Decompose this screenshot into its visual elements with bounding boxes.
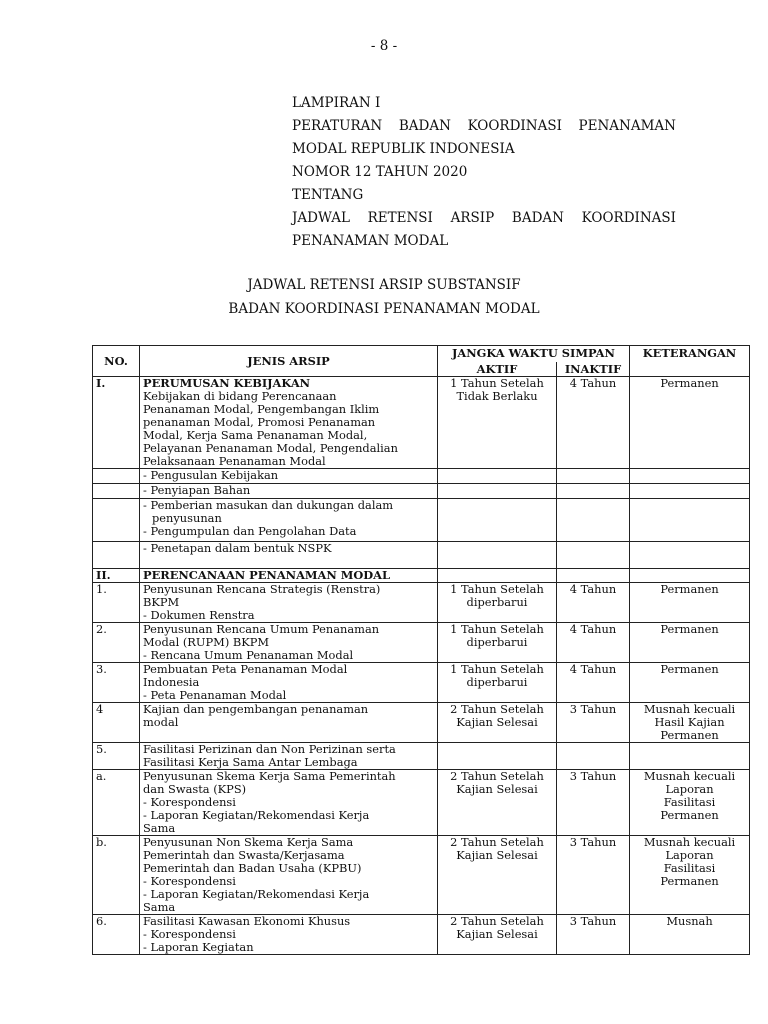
page-number: - 8 - (370, 38, 398, 54)
cell-no: 6. (93, 915, 140, 955)
cell-aktif (438, 836, 557, 915)
table-row (93, 569, 750, 583)
column-header-jangka: JANGKA WAKTU SIMPAN (438, 346, 630, 362)
cell-text-line: 2 Tahun Setelah (450, 769, 544, 783)
cell-keterangan (630, 623, 750, 663)
cell-aktif (438, 703, 557, 743)
cell-inaktif: 3 Tahun (557, 915, 630, 955)
cell-text-line: BKPM (143, 595, 180, 609)
cell-jenis-arsip (140, 743, 438, 770)
retention-schedule-table (92, 345, 750, 955)
header-line: PENANAMAN MODAL (292, 233, 449, 249)
cell-text-line: 1 Tahun Setelah (450, 622, 544, 636)
cell-text-line: Permanen (660, 662, 719, 676)
cell-text-line: 1 Tahun Setelah (450, 582, 544, 596)
cell-inaktif: 4 Tahun (557, 663, 630, 703)
table-row (93, 743, 750, 770)
cell-jenis-arsip (140, 770, 438, 836)
cell-text-line: diperbarui (466, 635, 528, 649)
cell-aktif (438, 377, 557, 469)
cell-text-line: Penyusunan Rencana Strategis (Renstra) (143, 582, 381, 596)
cell-text-line: - Laporan Kegiatan/Rekomendasi Kerja (143, 808, 370, 822)
cell-no (93, 499, 140, 542)
cell-text-line: Musnah (666, 914, 713, 928)
cell-text-line: Fasilitasi Kerja Sama Antar Lembaga (143, 755, 358, 769)
cell-aktif (438, 469, 557, 484)
cell-text-line: Kajian Selesai (456, 848, 538, 862)
cell-jenis-arsip (140, 499, 438, 542)
cell-text-line: Hasil Kajian (654, 715, 725, 729)
cell-inaktif: 3 Tahun (557, 703, 630, 743)
cell-jenis-arsip (140, 623, 438, 663)
section-heading: PERUMUSAN KEBIJAKAN (143, 376, 311, 390)
cell-text-line: - Pengusulan Kebijakan (143, 468, 279, 482)
cell-jenis-arsip (140, 569, 438, 583)
table-row (93, 499, 750, 542)
cell-text-line: Permanen (660, 808, 719, 822)
cell-aktif (438, 663, 557, 703)
document-header (292, 92, 676, 253)
cell-text-line: Penyusunan Non Skema Kerja Sama (143, 835, 354, 849)
cell-text-line: Pemerintah dan Badan Usaha (KPBU) (143, 861, 362, 875)
cell-text-line: penanaman Modal, Promosi Penanaman (143, 415, 376, 429)
cell-text-line: - Laporan Kegiatan/Rekomendasi Kerja (143, 887, 370, 901)
table-row (93, 663, 750, 703)
cell-jenis-arsip (140, 663, 438, 703)
document-title-line-2: BADAN KOORDINASI PENANAMAN MODAL (228, 301, 540, 317)
cell-text-line: 1 Tahun Setelah (450, 662, 544, 676)
cell-text-line: Modal, Kerja Sama Penanaman Modal, (143, 428, 368, 442)
cell-inaktif: 4 Tahun (557, 623, 630, 663)
cell-text-line: - Dokumen Renstra (143, 608, 255, 622)
cell-aktif (438, 623, 557, 663)
cell-jenis-arsip (140, 915, 438, 955)
cell-inaktif (557, 569, 630, 583)
table-body (93, 377, 750, 955)
cell-text-line: Modal (RUPM) BKPM (143, 635, 270, 649)
table-row (93, 542, 750, 569)
cell-jenis-arsip (140, 836, 438, 915)
cell-keterangan (630, 469, 750, 484)
cell-jenis-arsip (140, 542, 438, 569)
header-line: PERATURAN BADAN KOORDINASI PENANAMAN (292, 118, 676, 134)
cell-jenis-arsip (140, 484, 438, 499)
cell-aktif (438, 583, 557, 623)
cell-text-line: - Korespondensi (143, 874, 236, 888)
cell-text-line: Kajian dan pengembangan penanaman (143, 702, 369, 716)
cell-text-line: Kajian Selesai (456, 782, 538, 796)
cell-inaktif (557, 499, 630, 542)
cell-aktif (438, 484, 557, 499)
cell-jenis-arsip (140, 469, 438, 484)
cell-text-line: penyusunan (152, 511, 222, 525)
cell-aktif (438, 542, 557, 569)
cell-text-line: - Laporan Kegiatan (143, 940, 254, 954)
cell-no: I. (93, 377, 140, 469)
table-row (93, 770, 750, 836)
cell-jenis-arsip (140, 583, 438, 623)
cell-text-line: 2 Tahun Setelah (450, 914, 544, 928)
cell-text-line: Musnah kecuali (643, 835, 736, 849)
cell-no: II. (93, 569, 140, 583)
cell-jenis-arsip (140, 377, 438, 469)
cell-aktif (438, 743, 557, 770)
cell-text-line: Fasilitasi Perizinan dan Non Perizinan serta (143, 742, 396, 756)
table-row (93, 623, 750, 663)
cell-keterangan (630, 663, 750, 703)
cell-text-line: Fasilitasi Kawasan Ekonomi Khusus (143, 914, 351, 928)
cell-inaktif (557, 484, 630, 499)
cell-keterangan (630, 743, 750, 770)
cell-no: 1. (93, 583, 140, 623)
cell-text-line: Permanen (660, 622, 719, 636)
table-row (93, 915, 750, 955)
cell-aktif (438, 770, 557, 836)
column-header-inaktif: INAKTIF (557, 362, 630, 377)
cell-text-line: Permanen (660, 582, 719, 596)
cell-text-line: - Penetapan dalam bentuk NSPK (143, 541, 332, 555)
cell-keterangan (630, 915, 750, 955)
cell-inaktif: 4 Tahun (557, 583, 630, 623)
cell-text-line: 1 Tahun Setelah (450, 376, 544, 390)
cell-text-line: diperbarui (466, 595, 528, 609)
column-header-no: NO. (93, 346, 140, 377)
cell-aktif (438, 499, 557, 542)
header-line: JADWAL RETENSI ARSIP BADAN KOORDINASI (292, 210, 676, 226)
cell-text-line: Permanen (660, 376, 719, 390)
cell-text-line: - Peta Penanaman Modal (143, 688, 287, 702)
table-row (93, 836, 750, 915)
cell-text-line: - Penyiapan Bahan (143, 483, 251, 497)
cell-keterangan (630, 569, 750, 583)
cell-keterangan (630, 542, 750, 569)
document-title-line-1: JADWAL RETENSI ARSIP SUBSTANSIF (247, 277, 521, 293)
cell-text-line: Sama (143, 900, 176, 914)
cell-no: 2. (93, 623, 140, 663)
cell-inaktif: 3 Tahun (557, 836, 630, 915)
cell-text-line: - Pengumpulan dan Pengolahan Data (143, 524, 357, 538)
cell-text-line: Laporan (665, 782, 714, 796)
cell-text-line: 2 Tahun Setelah (450, 702, 544, 716)
cell-no: 3. (93, 663, 140, 703)
header-line: NOMOR 12 TAHUN 2020 (292, 164, 468, 180)
column-header-jenis: JENIS ARSIP (140, 346, 438, 377)
cell-no: 4 (93, 703, 140, 743)
header-line: TENTANG (292, 187, 364, 203)
cell-text-line: Pelaksanaan Penanaman Modal (143, 454, 326, 468)
cell-no: b. (93, 836, 140, 915)
column-header-keterangan: KETERANGAN (630, 346, 750, 377)
table-row (93, 377, 750, 469)
cell-text-line: 2 Tahun Setelah (450, 835, 544, 849)
cell-text-line: Pelayanan Penanaman Modal, Pengendalian (143, 441, 398, 455)
cell-text-line: Indonesia (143, 675, 200, 689)
cell-text-line: - Rencana Umum Penanaman Modal (143, 648, 354, 662)
cell-text-line: Penyusunan Skema Kerja Sama Pemerintah (143, 769, 396, 783)
cell-text-line: Fasilitasi (663, 861, 716, 875)
cell-text-line: Kajian Selesai (456, 715, 538, 729)
cell-keterangan (630, 836, 750, 915)
cell-no: a. (93, 770, 140, 836)
cell-no (93, 469, 140, 484)
cell-text-line: modal (143, 715, 179, 729)
cell-text-line: Sama (143, 821, 176, 835)
cell-aktif (438, 915, 557, 955)
cell-keterangan (630, 770, 750, 836)
cell-text-line: - Korespondensi (143, 927, 236, 941)
cell-jenis-arsip (140, 703, 438, 743)
cell-text-line: Kajian Selesai (456, 927, 538, 941)
cell-inaktif: 4 Tahun (557, 377, 630, 469)
cell-text-line: diperbarui (466, 675, 528, 689)
cell-inaktif (557, 469, 630, 484)
table-row (93, 484, 750, 499)
cell-no (93, 542, 140, 569)
section-heading: PERENCANAAN PENANAMAN MODAL (143, 568, 391, 582)
cell-text-line: Pemerintah dan Swasta/Kerjasama (143, 848, 345, 862)
cell-inaktif (557, 743, 630, 770)
cell-keterangan (630, 484, 750, 499)
cell-inaktif (557, 542, 630, 569)
cell-keterangan (630, 583, 750, 623)
cell-keterangan (630, 703, 750, 743)
cell-text-line: Penanaman Modal, Pengembangan Iklim (143, 402, 380, 416)
cell-text-line: dan Swasta (KPS) (143, 782, 247, 796)
column-header-aktif: AKTIF (438, 362, 557, 377)
cell-text-line: Musnah kecuali (643, 769, 736, 783)
cell-text-line: Musnah kecuali (643, 702, 736, 716)
cell-text-line: - Pemberian masukan dan dukungan dalam (143, 498, 394, 512)
cell-no: 5. (93, 743, 140, 770)
cell-keterangan (630, 377, 750, 469)
cell-inaktif: 3 Tahun (557, 770, 630, 836)
cell-text-line: Tidak Berlaku (456, 389, 538, 403)
table-row (93, 703, 750, 743)
cell-keterangan (630, 499, 750, 542)
cell-text-line: Kebijakan di bidang Perencanaan (143, 389, 337, 403)
cell-no (93, 484, 140, 499)
header-line: MODAL REPUBLIK INDONESIA (292, 141, 515, 157)
cell-text-line: Fasilitasi (663, 795, 716, 809)
table-row (93, 583, 750, 623)
cell-aktif (438, 569, 557, 583)
cell-text-line: - Korespondensi (143, 795, 236, 809)
cell-text-line: Pembuatan Peta Penanaman Modal (143, 662, 348, 676)
cell-text-line: Permanen (660, 874, 719, 888)
cell-text-line: Laporan (665, 848, 714, 862)
cell-text-line: Permanen (660, 728, 719, 742)
header-line: LAMPIRAN I (292, 95, 381, 111)
table-row (93, 469, 750, 484)
cell-text-line: Penyusunan Rencana Umum Penanaman (143, 622, 380, 636)
